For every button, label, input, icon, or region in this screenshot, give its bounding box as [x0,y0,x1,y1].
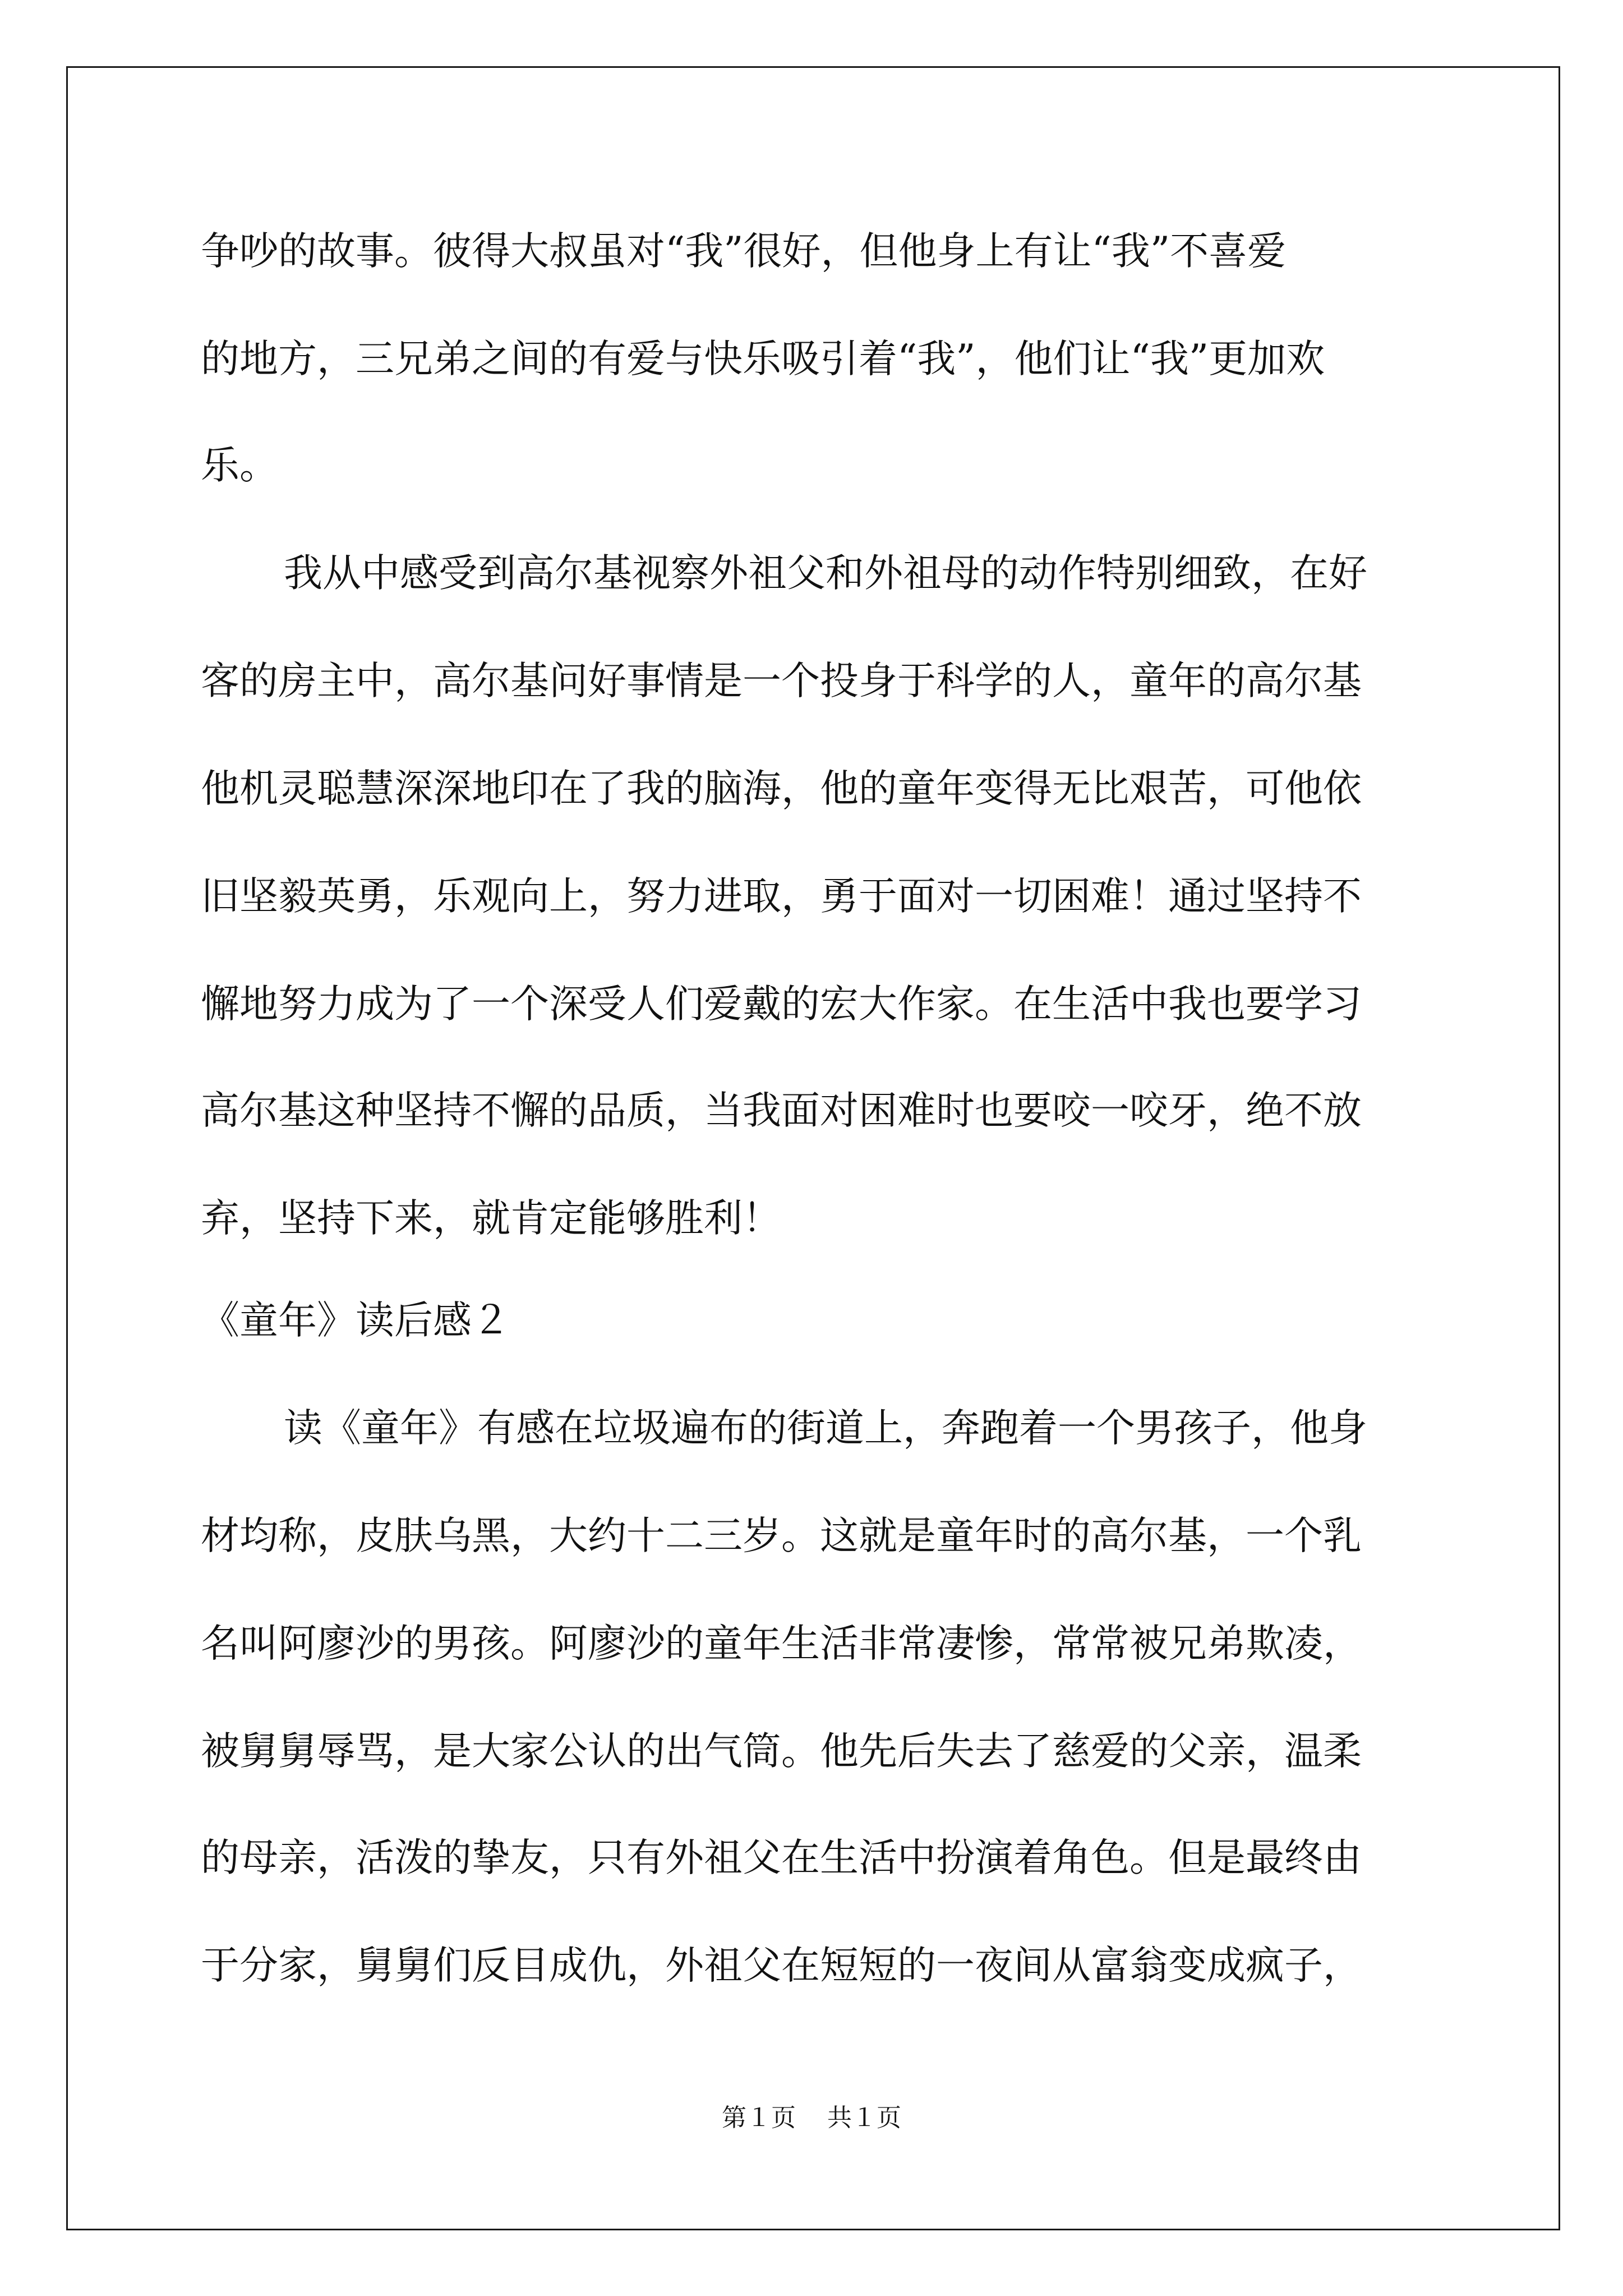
text-line: 客的房主中，高尔基问好事情是一个投身于科学的人，童年的高尔基 [201,659,1362,703]
page-border [66,66,1560,2230]
text-line: 我从中感受到高尔基视察外祖父和外祖母的动作特别细致，在好 [284,551,1367,596]
text-line: 的地方，三兄弟之间的有爱与快乐吸引着“我”，他们让“我”更加欢 [201,337,1325,381]
text-line: 旧坚毅英勇，乐观向上，努力进取，勇于面对一切困难！通过坚持不 [201,874,1362,919]
text-line: 材均称，皮肤乌黑，大约十二三岁。这就是童年时的高尔基，一个乳 [201,1513,1362,1558]
text-line: 于分家，舅舅们反目成仇，外祖父在短短的一夜间从富翁变成疯子， [201,1943,1362,1988]
section-heading: 《童年》读后感２ [201,1298,510,1343]
text-line: 弃，坚持下来，就肯定能够胜利！ [201,1196,781,1241]
text-line: 名叫阿廖沙的男孩。阿廖沙的童年生活非常凄惨，常常被兄弟欺凌， [201,1621,1362,1666]
text-line: 懈地努力成为了一个深受人们爱戴的宏大作家。在生活中我也要学习 [201,982,1362,1027]
text-line: 高尔基这种坚持不懈的品质，当我面对困难时也要咬一咬牙，绝不放 [201,1088,1362,1133]
text-line: 争吵的故事。彼得大叔虽对“我”很好，但他身上有让“我”不喜爱 [201,229,1287,274]
page-footer [0,2101,1623,2135]
text-line: 的母亲，活泼的挚友，只有外祖父在生活中扮演着角色。但是最终由 [201,1835,1362,1880]
text-line: 乐。 [201,443,278,488]
page-total: 共１页 [827,2104,901,2132]
text-line: 读《童年》有感在垃圾遍布的街道上，奔跑着一个男孩子，他身 [284,1406,1367,1451]
text-line: 被舅舅辱骂，是大家公认的出气筒。他先后失去了慈爱的父亲，温柔 [201,1729,1362,1774]
text-line: 他机灵聪慧深深地印在了我的脑海，他的童年变得无比艰苦，可他依 [201,766,1362,811]
page-number: 第１页 [722,2104,796,2132]
